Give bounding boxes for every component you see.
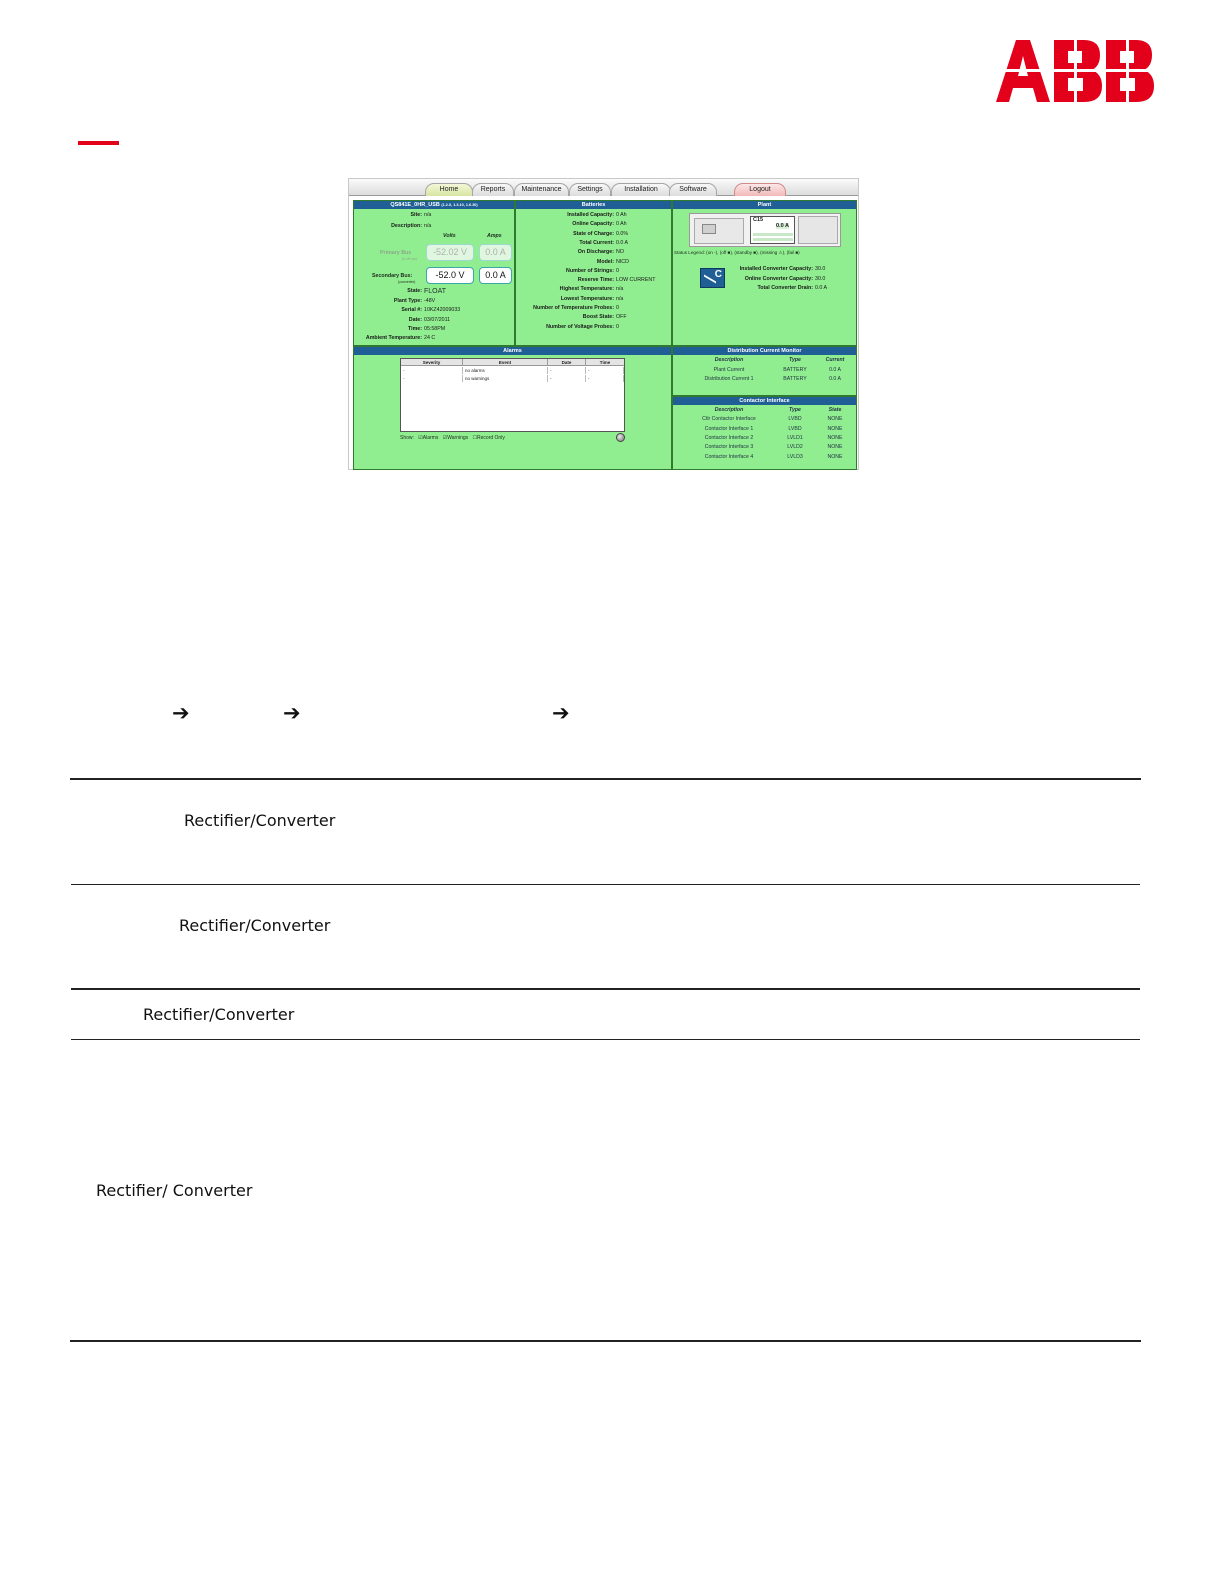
battery-row-value: 0.0 A [616, 239, 629, 246]
filter-record-only-checkbox[interactable]: ☐ [472, 435, 478, 441]
battery-row [516, 221, 671, 228]
battery-row-value: 0 [616, 267, 619, 274]
plant-panel-title: Plant [673, 201, 856, 209]
secondary-bus-sub: (converter) [398, 280, 416, 284]
contactor-cell: NONE [827, 434, 843, 441]
plant-row-label: Total Converter Drain: [757, 285, 813, 291]
filter-warnings-checkbox[interactable]: ☑ [442, 435, 448, 441]
table-top-border [70, 778, 1141, 780]
plant-row-value: 30.0 [815, 275, 826, 282]
site-row: Site: n/a [410, 212, 432, 218]
alarms-col-date: Date [548, 359, 586, 366]
primary-volts-meter: -52.02 V [426, 244, 474, 261]
table-row-divider [71, 1039, 1140, 1040]
battery-row-value: 0 [616, 323, 619, 330]
date-row: Date: 03/07/2011 [408, 317, 451, 323]
secondary-volts-meter: -52.0 V [426, 267, 474, 284]
arrow-right-icon: ➔ [172, 701, 190, 725]
alarm-cell: - [586, 375, 624, 382]
amps-header: Amps [487, 233, 502, 239]
contactor-cell: LVBD [788, 425, 802, 432]
contactor-col: Type [789, 407, 801, 413]
batteries-panel [515, 200, 672, 346]
distribution-cell: 0.0 A [829, 366, 841, 373]
contactor-cell: LVLD3 [787, 453, 803, 460]
alarm-cell: - [548, 367, 586, 374]
battery-row [516, 314, 671, 321]
alarms-col-event: Event [463, 359, 548, 366]
plant-row-label: Online Converter Capacity: [744, 275, 813, 282]
tab-reports[interactable]: Reports [472, 183, 514, 196]
tab-home[interactable]: Home [425, 183, 473, 196]
distribution-cell: Plant Current [713, 366, 745, 373]
distribution-panel [672, 346, 857, 396]
battery-row-label: Number of Strings: [566, 267, 614, 274]
battery-row-label: Number of Voltage Probes: [546, 323, 614, 330]
tab-settings[interactable]: Settings [569, 183, 611, 196]
alarm-cell: - [586, 367, 624, 374]
battery-row-label: On Discharge: [577, 249, 614, 256]
primary-amps-meter: 0.0 A [479, 244, 512, 261]
alarms-panel-title: Alarms [354, 347, 671, 355]
converter-icon: C [700, 268, 725, 288]
alarms-col-severity: Severity [401, 359, 463, 366]
plant-type-row: Plant Type: -48V [393, 298, 436, 304]
plant-capacity-row [673, 285, 856, 292]
battery-row [516, 259, 671, 266]
table-bottom-border [70, 1340, 1141, 1342]
battery-row-label: Highest Temperature: [559, 286, 614, 293]
contactor-cell: Contactor Interface 1 [704, 425, 754, 432]
time-row: Time: 05:58PM [407, 326, 446, 332]
converter-shelf [689, 213, 841, 247]
battery-row-label: Model: [596, 258, 614, 265]
battery-row [516, 286, 671, 293]
distribution-col: Current [825, 357, 845, 363]
plant-capacity-row [673, 276, 856, 283]
contactor-cell: LVLD2 [787, 444, 803, 451]
battery-row-label: Reserve Time: [577, 277, 614, 284]
battery-row-value: NO [616, 249, 624, 256]
system-panel-title: QS841E_0HR_USB (1.2.0, 1.3.10, 1.6.30) [354, 201, 514, 209]
distribution-cell: BATTERY [783, 376, 807, 382]
plant-panel [672, 200, 857, 346]
tab-maintenance[interactable]: Maintenance [514, 183, 569, 196]
alarm-cell: - [401, 375, 463, 382]
contactor-cell: Contactor Interface 2 [704, 434, 754, 441]
battery-row [516, 268, 671, 275]
contactor-col: Description [714, 407, 744, 413]
description-row: Description: n/a [391, 223, 432, 229]
battery-row [516, 212, 671, 219]
alarm-cell: no alarms [463, 367, 548, 374]
contactor-panel-title: Contactor Interface [673, 397, 856, 405]
tab-logout[interactable]: Logout [734, 183, 786, 196]
plant-capacity-row [673, 266, 856, 273]
secondary-bus-label: Secondary Bus: [372, 273, 413, 279]
distribution-panel-title: Distribution Current Monitor [673, 347, 856, 355]
battery-row-value: 0 Ah [616, 221, 627, 228]
alarm-cell: no warnings [463, 375, 548, 382]
contactor-cell: NONE [827, 416, 843, 423]
battery-row-label: Online Capacity: [572, 221, 614, 228]
arrow-right-icon: ➔ [283, 701, 301, 725]
table-row-divider [71, 988, 1140, 990]
tab-installation[interactable]: Installation [611, 183, 671, 196]
alarms-table [400, 358, 625, 432]
distribution-cell: 0.0 A [829, 376, 841, 382]
table-cell: Rectifier/Converter [143, 1005, 295, 1024]
contactor-cell: LVBD [788, 416, 802, 423]
primary-bus-label: Primary Bus [380, 250, 412, 256]
contactor-cell: Contactor Interface 4 [704, 453, 754, 460]
serial-row: Serial #: 10KZ42009033 [401, 307, 461, 313]
alarms-col-time: Time [586, 359, 624, 366]
battery-row-label: State of Charge: [573, 230, 614, 237]
battery-row-value: n/a [616, 286, 624, 293]
alarm-cell: - [548, 375, 586, 382]
alarms-panel [353, 346, 672, 470]
arrow-right-icon: ➔ [552, 701, 570, 725]
contactor-cell: NONE [827, 425, 843, 432]
distribution-cell: BATTERY [783, 366, 807, 373]
primary-bus-sub: (n-off sw) [402, 257, 417, 261]
battery-row [516, 231, 671, 238]
alarm-filter-bar: Show: ☑Alarms ☑Warnings ☐Record Only [400, 435, 505, 441]
abb-logo [996, 40, 1154, 102]
accent-rule [78, 141, 119, 145]
tab-software[interactable]: Software [669, 183, 717, 196]
state-row: State: FLOAT [407, 288, 447, 295]
battery-row-value: 0 [616, 305, 619, 311]
nav-tab-bar [349, 179, 858, 196]
table-cell: Rectifier/ Converter [96, 1181, 253, 1200]
table-row-divider [71, 884, 1140, 885]
distribution-col: Description [714, 357, 744, 363]
battery-row-label: Boost State: [582, 314, 614, 321]
contactor-panel [672, 396, 857, 470]
contactor-cell: NONE [827, 444, 843, 451]
contactor-cell: Contactor Interface 3 [704, 444, 754, 451]
battery-row [516, 296, 671, 303]
battery-row-value: NICD [616, 258, 629, 265]
contactor-cell: Ctlr Contactor Interface [702, 416, 756, 423]
distribution-cell: Distribution Current 1 [704, 376, 754, 382]
contactor-cell: NONE [827, 453, 843, 460]
battery-row [516, 324, 671, 331]
system-panel [353, 200, 515, 346]
battery-row [516, 249, 671, 256]
battery-row-value: 0.0% [616, 230, 629, 237]
battery-row-value: n/a [616, 295, 624, 302]
battery-row-value: 0 Ah [616, 212, 627, 218]
table-cell: Rectifier/Converter [184, 811, 336, 830]
plant-row-value: 30.0 [815, 266, 826, 272]
refresh-icon[interactable] [616, 433, 625, 442]
contactor-cell: LVLD1 [787, 434, 803, 441]
table-cell: Rectifier/Converter [179, 916, 331, 935]
battery-row-value: LOW CURRENT [616, 277, 656, 284]
battery-row [516, 240, 671, 247]
filter-alarms-checkbox[interactable]: ☑ [418, 435, 423, 441]
battery-row-label: Installed Capacity: [567, 212, 614, 218]
battery-row-value: OFF [616, 314, 627, 321]
battery-row [516, 305, 671, 312]
contactor-col: State [828, 407, 842, 413]
battery-row-label: Lowest Temperature: [560, 295, 614, 302]
distribution-col: Type [789, 357, 801, 363]
battery-row-label: Number of Temperature Probes: [533, 305, 614, 311]
batteries-panel-title: Batteries [516, 201, 671, 209]
plant-row-label: Installed Converter Capacity: [739, 266, 813, 272]
plant-row-value: 0.0 A [815, 285, 828, 291]
plant-controller-screenshot [348, 178, 859, 470]
alarm-cell: - [401, 367, 463, 374]
status-legend: Status Legend: (on -), (off ■), (standby ■), (missing ⚠), (fail ■) [674, 250, 800, 255]
secondary-amps-meter: 0.0 A [479, 267, 512, 284]
volts-header: Volts [443, 233, 456, 239]
converter-slot[interactable]: C15 0.0 A [750, 216, 795, 244]
battery-row-label: Total Current: [579, 239, 614, 246]
battery-row [516, 277, 671, 284]
ambient-temp-row: Ambient Temperature: 24 C [365, 335, 436, 341]
